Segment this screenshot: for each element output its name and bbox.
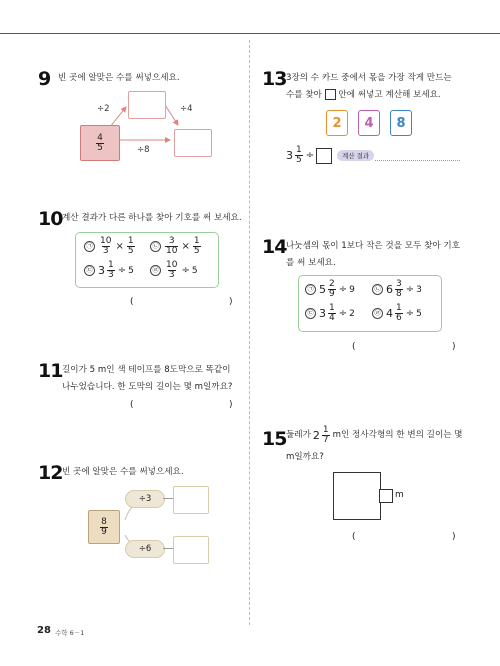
q12-answer-box-bottom[interactable] <box>173 536 209 564</box>
question-15-line1: 둘레가 2 $\frac{1}{7}$ m인 정사각형의 한 변의 길이는 몇 <box>286 425 463 445</box>
column-divider <box>249 40 250 625</box>
q13-expression: 3 $\frac{1}{5}$ ÷ <box>286 146 332 165</box>
q12-op-bottom: ÷6 <box>125 540 165 558</box>
q14-choice-c: ㉢ 3 $\frac{1}{4}$ ÷ 2 <box>305 304 355 323</box>
q13-divisor-box[interactable] <box>316 148 332 164</box>
question-13-line1: 3장의 수 카드 중에서 몫을 가장 작게 만드는 <box>286 73 452 83</box>
q14-choice-a: ㉠ 5 $\frac{2}{9}$ ÷ 9 <box>305 280 355 299</box>
q10-choice-a: ㉠ $\frac{10}{3}$ × $\frac{1}{5}$ <box>84 237 136 256</box>
q13-calc-result-label: 계산 결과 <box>337 150 374 161</box>
q11-answer-field[interactable] <box>140 398 225 412</box>
book-title: 수학 6－1 <box>55 629 85 637</box>
q10-answer-paren-open: ( <box>130 297 134 307</box>
q15-answer-field[interactable] <box>362 530 447 544</box>
q9-op-bottom: ÷8 <box>137 145 150 155</box>
q10-choice-c: ㉢ 3 $\frac{1}{3}$ ÷ 5 <box>84 261 134 280</box>
number-card-2: 2 <box>326 110 348 136</box>
q14-answer-paren-close: ) <box>452 342 456 352</box>
question-11-line1: 길이가 5 m인 색 테이프를 8도막으로 똑같이 <box>62 365 231 375</box>
q14-answer-paren-open: ( <box>352 342 356 352</box>
q12-start-fraction: $\frac{8}{9}$ <box>101 516 107 537</box>
question-number-14: 14 <box>262 236 287 258</box>
q10-choice-d: ㉣ $\frac{10}{3}$ ÷ 5 <box>150 261 198 280</box>
question-10-text: 계산 결과가 다른 하나를 찾아 기호를 써 보세요. <box>62 213 242 223</box>
question-number-9: 9 <box>38 68 51 90</box>
question-12-text: 빈 곳에 알맞은 수를 써넣으세요. <box>62 467 184 477</box>
header-rule <box>0 33 500 34</box>
q9-op-top-right: ÷4 <box>180 104 193 114</box>
question-9-text: 빈 곳에 알맞은 수를 써넣으세요. <box>58 73 180 83</box>
q9-op-top-left: ÷2 <box>97 104 110 114</box>
q14-answer-field[interactable] <box>362 340 447 354</box>
q14-choice-d: ㉣ 4 $\frac{1}{6}$ ÷ 5 <box>372 304 422 323</box>
q9-start-box <box>80 125 120 161</box>
q11-answer-paren-close: ) <box>229 400 233 410</box>
page-number: 28 <box>37 625 51 636</box>
q9-answer-box-top[interactable] <box>128 91 166 119</box>
question-number-12: 12 <box>38 462 63 484</box>
q10-answer-paren-close: ) <box>229 297 233 307</box>
q9-start-fraction: $\frac{4}{5}$ <box>97 132 103 153</box>
question-number-11: 11 <box>38 360 63 382</box>
question-number-13: 13 <box>262 68 287 90</box>
q15-answer-paren-close: ) <box>452 532 456 542</box>
side-length-unit: m <box>395 490 404 500</box>
side-length-box[interactable] <box>379 489 393 503</box>
q12-connector-bottom <box>163 548 173 549</box>
q10-answer-field[interactable] <box>140 295 225 309</box>
question-11-line2: 나누었습니다. 한 도막의 길이는 몇 m일까요? <box>62 382 233 392</box>
question-15-line2: m일까요? <box>286 452 324 462</box>
q9-answer-box-right[interactable] <box>174 129 212 157</box>
question-number-10: 10 <box>38 208 63 230</box>
number-card-4: 4 <box>358 110 380 136</box>
number-card-8: 8 <box>390 110 412 136</box>
question-number-15: 15 <box>262 428 287 450</box>
q11-answer-paren-open: ( <box>130 400 134 410</box>
square-figure <box>333 472 381 520</box>
q12-op-top: ÷3 <box>125 490 165 508</box>
question-14-line2: 를 써 보세요. <box>286 258 336 268</box>
q12-answer-box-top[interactable] <box>173 486 209 514</box>
q13-inline-blank-box <box>325 89 336 100</box>
question-13-line2: 수를 찾아 안에 써넣고 계산해 보세요. <box>286 90 441 100</box>
q15-answer-paren-open: ( <box>352 532 356 542</box>
q12-connector-top <box>163 498 173 499</box>
question-14-line1: 나눗셈의 몫이 1보다 작은 것을 모두 찾아 기호 <box>286 241 461 251</box>
q12-start-box <box>88 510 120 544</box>
q10-choice-b: ㉡ $\frac{3}{10}$ × $\frac{1}{5}$ <box>150 237 202 256</box>
q13-calc-result-line[interactable] <box>375 160 460 161</box>
q14-choice-b: ㉡ 6 $\frac{3}{8}$ ÷ 3 <box>372 280 422 299</box>
